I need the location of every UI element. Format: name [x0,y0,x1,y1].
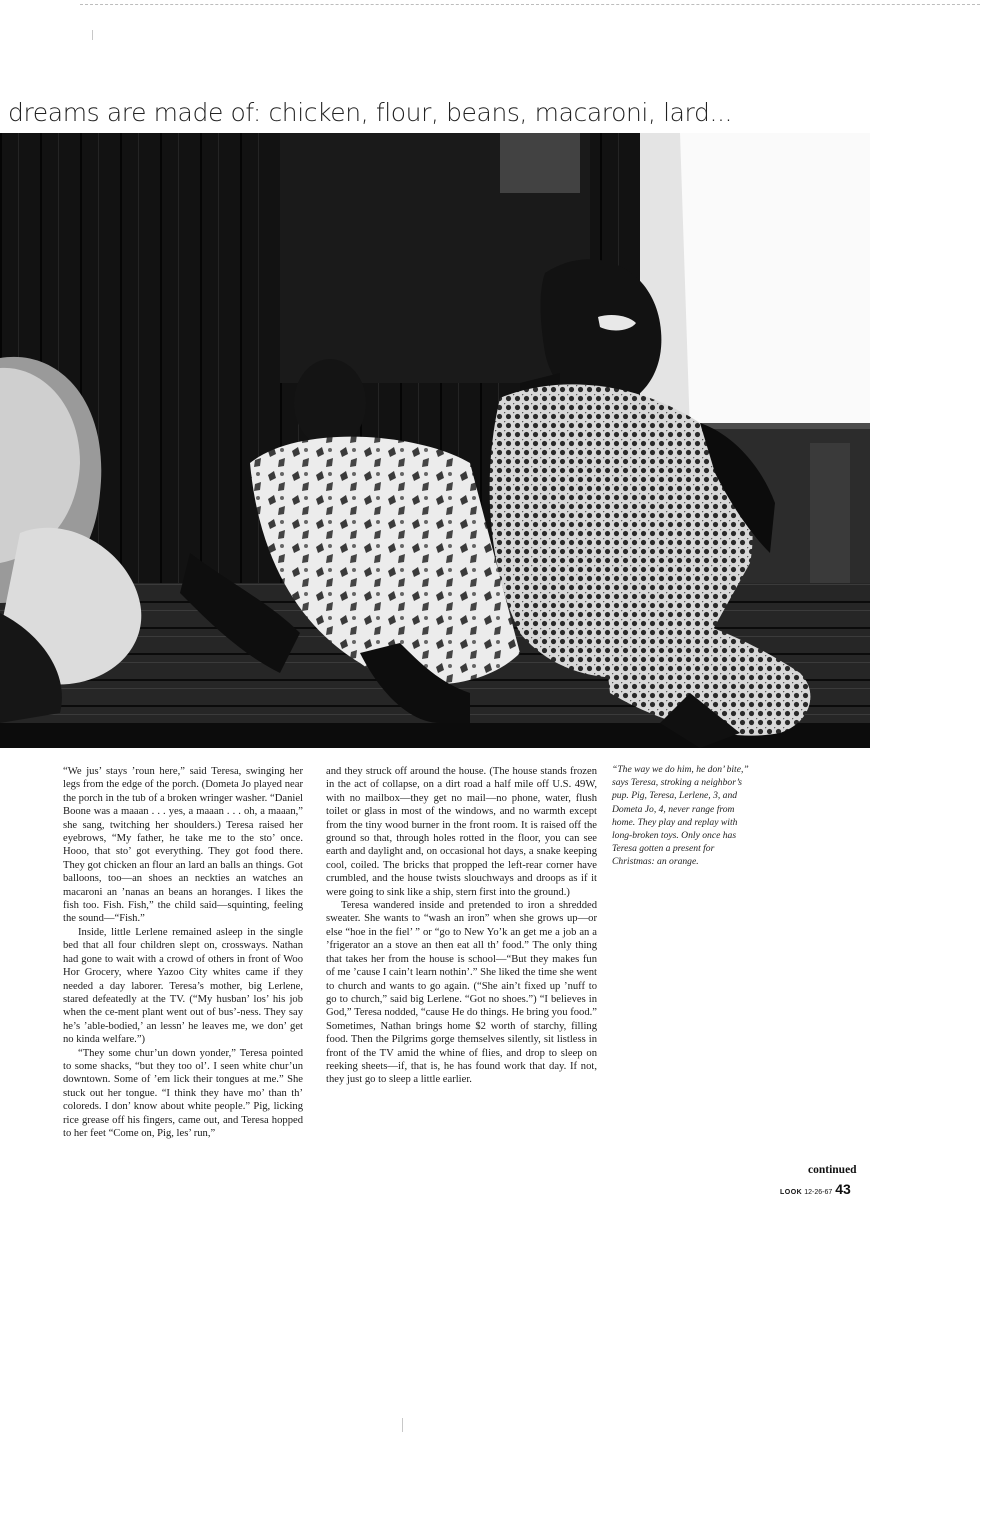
article-column-2 [326,765,597,1087]
headline: dreams are made of: chicken, flour, beans, macaroni, lard... [8,98,733,127]
page-folio [780,1181,851,1199]
continued-label: continued [808,1164,857,1176]
paragraph: “We jus’ stays ’roun here,” said Teresa, swinging her legs from the edge of the porch. (Dometa Jo played near the porch in the tub of a broken wringer washer. “Daniel Boone was a maaan . . . yes, a maaan . . . oh, a maaan,” she sang, twitching her shoulders.) Teresa raised her eyebrows, “My father, he take me to the sto’ once. Hooo, that sto’ got everything. They got food there. They got chicken an flour an lard an balls an things. Got balloons, too—an shoes an neckties an watches an macaroni an ’nanas an beans an horanges. I likes the fish too. Fish. Fish,” the child said—squinting, feeling the sound—“Fish.” [63,766,303,925]
paragraph: Teresa wandered inside and pretended to iron a shredded sweater. She wants to “wash an iron” when she grows up—or else “hoe in the fiel’ ” or “go to New Yo’k an get me a job an a ’frigerator an a stove an then eat all th’ food.” The only thing that takes her from the house is school—“But they makes fun of me ’cause I cain’t learn nothin’.” She liked the time she went to church and wants to go again. (“She ain’t fixed up ’nuff to go to church,” said big Lerlene. “Got no shoes.”) “I believes in God,” Teresa nodded, “cause He do things. He bring you food.” Sometimes, Nathan brings home $2 worth of starchy, filling food. Then the Pilgrims gorge themselves silently, sit listless in front of the TV amid the whine of flies, and drop to sleep on reeking sheets—if, that is, he has found work that day. If not, they just go to sleep a little earlier. [326,900,597,1086]
photo-caption: “The way we do him, he don’ bite,” says Teresa, stroking a neighbor’s pup. Pig, Teresa, Lerlene, 3, and Dometa Jo, 4, never range from home. They play and replay with long-broken toys. Only once has Teresa gotten a present for Christmas: an orange. [612,764,749,868]
page-number: 43 [835,1181,851,1197]
article-column-1 [63,765,303,1140]
photo-children-on-porch [0,133,870,748]
scan-speck [92,30,93,40]
paragraph: Inside, little Lerlene remained asleep in the single bed that all four children slept on, crossways. Nathan had gone to wait with a crowd of others in front of Woo Hor Grocery, where Yazoo City whites came if they needed a day laborer. Teresa’s mother, big Lerlene, stared defeatedly at the TV. (“My husban’ los’ his job when the ce-ment plant went out of bus’-ness. They say he’s ’able-bodied,’ an lessn’ he leaves me, we don’ get no kinda welfare.”) [63,926,303,1046]
magazine-name: LOOK [780,1189,803,1196]
scan-speck [402,1418,403,1432]
paragraph: “They some chur’un down yonder,” Teresa pointed to some shacks, “but they too ol’. I seen white chur’un downtown. Some of ’em lick their tongues at me.” She stuck out her tongue. “I think they have mo’ than th’ coloreds. I don’ know about white people.” Pig, licking rice grease off his fingers, came out, and Teresa hopped to her feet “Come on, Pig, les’ run,” [63,1047,303,1139]
issue-date: 12-26-67 [804,1189,833,1196]
scan-edge-line [80,4,980,5]
paragraph: and they struck off around the house. (The house stands frozen in the act of collapse, on a dirt road a half mile off U.S. 49W, with no mailbox—they get no mail—no phone, water, flush toilet or glass in most of the windows, and no warmth except from the tiny wood burner in the front room. It is raised off the ground so that, through holes rotted in the floor, you can see earth and daylight and, on occasional hot days, a snake keeping cool, coiled. The bricks that propped the left-rear corner have crumbled, and the house twists slouchways and droops as if it were going to sink like a ship, stern first into the ground.) [326,766,597,898]
